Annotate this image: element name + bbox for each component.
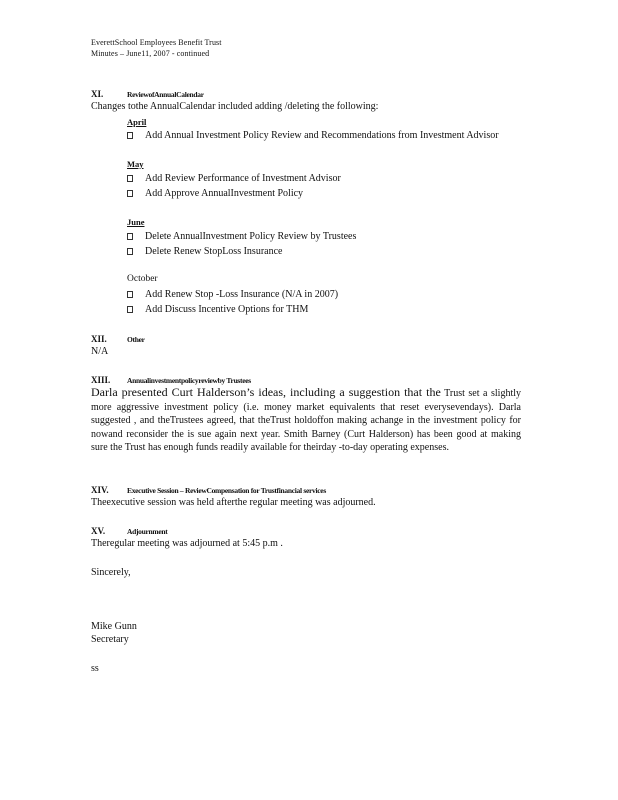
closing-salutation: Sincerely,	[91, 567, 131, 578]
section-xiv-body: Theexecutive session was held afterthe regular meeting was adjourned.	[91, 497, 376, 508]
section-xi-intro: Changes tothe AnnualCalendar included adding /deleting the following:	[91, 101, 379, 112]
calendar-item	[127, 288, 507, 302]
calendar-item-text: Add Discuss Incentive Options for THM	[145, 304, 309, 315]
section-title: Adjournment	[127, 527, 168, 536]
calendar-item	[127, 230, 507, 244]
calendar-item-text: Add Annual Investment Policy Review and Recommendations from Investment Advisor	[145, 130, 499, 141]
calendar-item	[127, 245, 507, 259]
calendar-item	[127, 172, 507, 186]
section-title: Executive Session – ReviewCompensation for Trustfinancial services	[127, 486, 326, 495]
bullet-box-icon	[127, 175, 133, 182]
section-xii-body: N/A	[91, 346, 109, 357]
bullet-box-icon	[127, 132, 133, 139]
section-number: XIV.	[91, 485, 109, 495]
header-line-1: EverettSchool Employees Benefit Trust	[91, 38, 222, 47]
section-xiii-heading	[91, 375, 251, 385]
section-xv-heading	[91, 526, 167, 536]
calendar-item	[127, 303, 507, 317]
section-xiv-heading	[91, 485, 326, 495]
calendar-item	[127, 129, 507, 143]
section-xiii-body	[91, 386, 521, 455]
calendar-item-text: Delete Renew StopLoss Insurance	[145, 246, 283, 257]
month-april: April	[127, 117, 147, 127]
section-xv-body: Theregular meeting was adjourned at 5:45 p.m .	[91, 538, 283, 549]
bullet-box-icon	[127, 190, 133, 197]
month-may: May	[127, 159, 144, 169]
bullet-box-icon	[127, 233, 133, 240]
calendar-item-text: Add Approve AnnualInvestment Policy	[145, 188, 304, 199]
section-title: Other	[127, 335, 145, 344]
typist-initials: ss	[91, 663, 99, 674]
calendar-item-text: Add Renew Stop -Loss Insurance (N/A in 2007)	[145, 289, 339, 300]
section-xii-heading	[91, 334, 145, 344]
section-xi-heading	[91, 89, 204, 99]
section-title: ReviewofAnnualCalendar	[127, 90, 204, 99]
bullet-box-icon	[127, 306, 133, 313]
section-number: XV.	[91, 526, 106, 536]
calendar-item-text: Add Review Performance of Investment Advisor	[145, 173, 341, 184]
calendar-item	[127, 187, 507, 201]
header-line-2: Minutes – June11, 2007 - continued	[91, 49, 210, 58]
bullet-box-icon	[127, 248, 133, 255]
bullet-box-icon	[127, 291, 133, 298]
section-xiii-text: Trust set a slightly more aggressive investment policy (i.e. money market equivalents that reset everysevendays). Darla suggested , and theTrustees agreed, that theTrust holdoffon making achange in the investment policy for nowand reconsider the is sue again next year. Smith Barney (Curt Halderson) has been good at making sure the Trust has enough funds readily available for theirday -to-day operating expenses.	[91, 388, 521, 454]
section-number: XII.	[91, 334, 107, 344]
section-title: Annualinvestmentpolicyreviewby Trustees	[127, 376, 251, 385]
section-number: XIII.	[91, 375, 111, 385]
section-xiii-lead: Darla presented Curt Halderson’s ideas, including a suggestion that the	[91, 385, 441, 399]
signatory-name: Mike Gunn	[91, 621, 137, 632]
month-october: October	[127, 274, 158, 284]
section-number: XI.	[91, 89, 104, 99]
signatory-role: Secretary	[91, 634, 129, 645]
calendar-item-text: Delete AnnualInvestment Policy Review by Trustees	[145, 231, 357, 242]
month-june: June	[127, 217, 145, 227]
